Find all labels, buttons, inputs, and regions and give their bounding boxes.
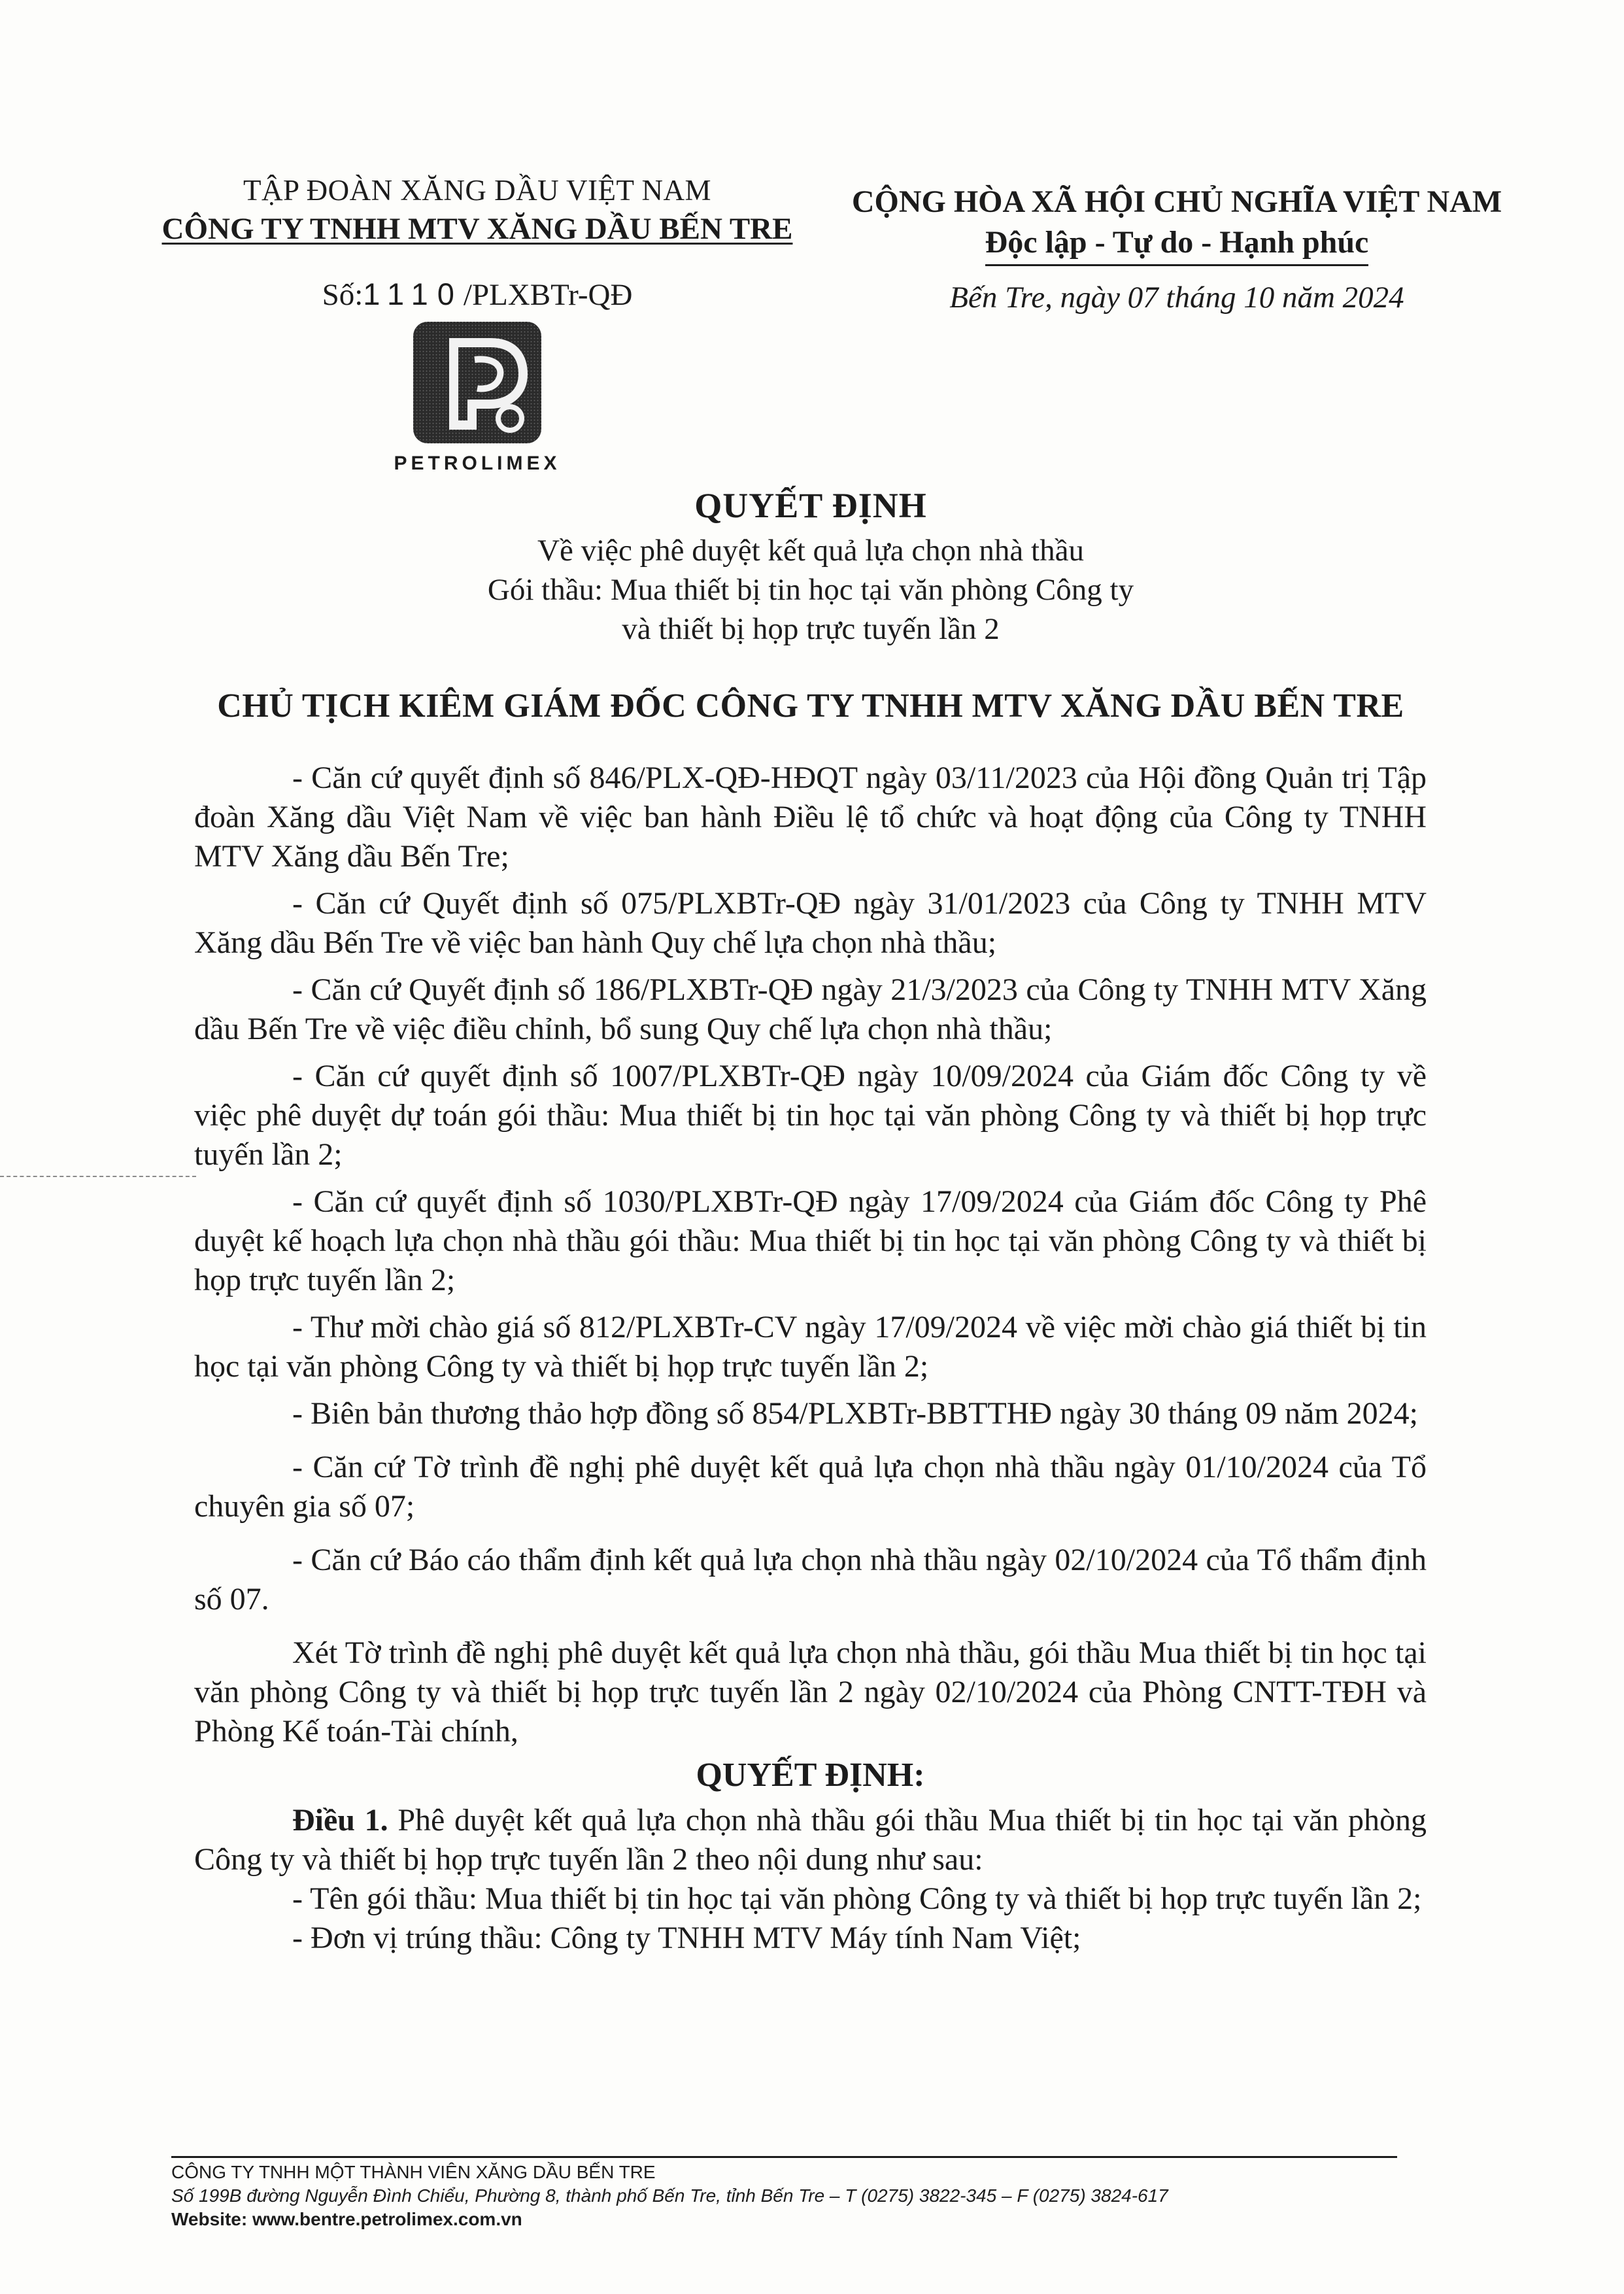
article-1	[194, 1801, 1427, 1879]
subject-line-1: Về việc phê duyệt kết quả lựa chọn nhà thầu	[537, 534, 1084, 568]
issuer-block	[131, 171, 824, 248]
article-1-text: Phê duyệt kết quả lựa chọn nhà thầu gói thầu Mua thiết bị tin học tại văn phòng Công ty và thiết bị họp trực tuyến lần 2 theo nội dung như sau:	[194, 1803, 1427, 1877]
footer-rule	[171, 2156, 1397, 2158]
subject-line-3: và thiết bị họp trực tuyến lần 2	[622, 612, 1000, 646]
scan-artifact-divider	[0, 1176, 196, 1177]
national-header	[824, 182, 1530, 266]
basis-paragraph-2: - Căn cứ Quyết định số 075/PLXBTr-QĐ ngày 31/01/2023 của Công ty TNHH MTV Xăng dầu Bến Tre về việc ban hành Quy chế lựa chọn nhà thầu;	[194, 886, 1427, 960]
article-1-label: Điều 1.	[292, 1803, 388, 1838]
basis-paragraph-6: - Thư mời chào giá số 812/PLXBTr-CV ngày 17/09/2024 về việc mời chào giá thiết bị tin học tại văn phòng Công ty và thiết bị họp trực tuyến lần 2;	[194, 1310, 1427, 1384]
footer-website: Website: www.bentre.petrolimex.com.vn	[171, 2209, 522, 2229]
decision-title: QUYẾT ĐỊNH	[694, 486, 927, 525]
logo-wordmark: PETROLIMEX	[394, 453, 561, 474]
basis-paragraph-5: - Căn cứ quyết định số 1030/PLXBTr-QĐ ngày 17/09/2024 của Giám đốc Công ty Phê duyệt kế hoạch lựa chọn nhà thầu gói thầu: Mua thiết bị tin học tại văn phòng Công ty và thiết bị họp trực tuyến lần 2;	[194, 1184, 1427, 1297]
decision-body	[194, 759, 1427, 1958]
company-name-text: CÔNG TY TNHH MTV XĂNG DẦU BẾN TRE	[161, 212, 793, 246]
document-number	[131, 276, 824, 313]
basis-paragraph-8: - Căn cứ Tờ trình đề nghị phê duyệt kết quả lựa chọn nhà thầu ngày 01/10/2024 của Tổ chuyên gia số 07;	[194, 1450, 1427, 1524]
basis-paragraph-4: - Căn cứ quyết định số 1007/PLXBTr-QĐ ngày 10/09/2024 của Giám đốc Công ty về việc phê duyệt dự toán gói thầu: Mua thiết bị tin học tại văn phòng Công ty và thiết bị họp trực tuyến lần 2;	[194, 1059, 1427, 1172]
logo-graphic	[412, 320, 543, 445]
petrolimex-logo-icon	[412, 320, 543, 445]
basis-paragraph-1: - Căn cứ quyết định số 846/PLX-QĐ-HĐQT ngày 03/11/2023 của Hội đồng Quản trị Tập đoàn Xăng dầu Việt Nam về việc ban hành Điều lệ tổ chức và hoạt động của Công ty TNHH MTV Xăng dầu Bến Tre;	[194, 761, 1427, 874]
footer	[171, 2161, 1413, 2231]
article-1-item-2: - Đơn vị trúng thầu: Công ty TNHH MTV Máy tính Nam Việt;	[292, 1921, 1081, 1955]
article-1-item-1: - Tên gói thầu: Mua thiết bị tin học tại văn phòng Công ty và thiết bị họp trực tuyến lần 2;	[292, 1881, 1422, 1916]
footer-address: Số 199B đường Nguyễn Đình Chiểu, Phường 8, thành phố Bến Tre, tỉnh Bến Tre – T (0275) 3822-345 – F (0275) 3824-617	[171, 2185, 1168, 2206]
basis-paragraph-3: - Căn cứ Quyết định số 186/PLXBTr-QĐ ngày 21/3/2023 của Công ty TNHH MTV Xăng dầu Bến Tre về việc điều chỉnh, bổ sung Quy chế lựa chọn nhà thầu;	[194, 972, 1427, 1046]
number-suffix: /PLXBTr-QĐ	[463, 278, 633, 312]
decision-subject	[131, 531, 1491, 649]
basis-paragraph-7: - Biên bản thương thảo hợp đồng số 854/PLXBTr-BBTTHĐ ngày 30 tháng 09 năm 2024;	[292, 1396, 1418, 1431]
basis-paragraph-9: - Căn cứ Báo cáo thẩm định kết quả lựa chọn nhà thầu ngày 02/10/2024 của Tổ thẩm định số 07.	[194, 1543, 1427, 1617]
footer-company: CÔNG TY TNHH MỘT THÀNH VIÊN XĂNG DẦU BẾN TRE	[171, 2162, 656, 2182]
number-prefix: Số:	[322, 278, 364, 312]
nation-name: CỘNG HÒA XÃ HỘI CHỦ NGHĨA VIỆT NAM	[851, 184, 1502, 219]
decision-heading: QUYẾT ĐỊNH:	[696, 1756, 925, 1794]
issue-date: Bến Tre, ngày 07 tháng 10 năm 2024	[949, 281, 1404, 315]
authority-title: CHỦ TỊCH KIÊM GIÁM ĐỐC CÔNG TY TNHH MTV XĂNG DẦU BẾN TRE	[217, 687, 1404, 725]
consideration-paragraph: Xét Tờ trình đề nghị phê duyệt kết quả lựa chọn nhà thầu, gói thầu Mua thiết bị tin học tại văn phòng Công ty và thiết bị họp trực tuyến lần 2 ngày 02/10/2024 của Phòng CNTT-TĐH và Phòng Kế toán-Tài chính,	[194, 1635, 1427, 1749]
motto: Độc lập - Tự do - Hạnh phúc	[985, 222, 1369, 266]
subject-line-2: Gói thầu: Mua thiết bị tin học tại văn phòng Công ty	[487, 573, 1134, 607]
number-value: 1110	[363, 277, 464, 311]
company-name	[131, 209, 824, 248]
group-name: TẬP ĐOÀN XĂNG DẦU VIỆT NAM	[243, 174, 711, 207]
